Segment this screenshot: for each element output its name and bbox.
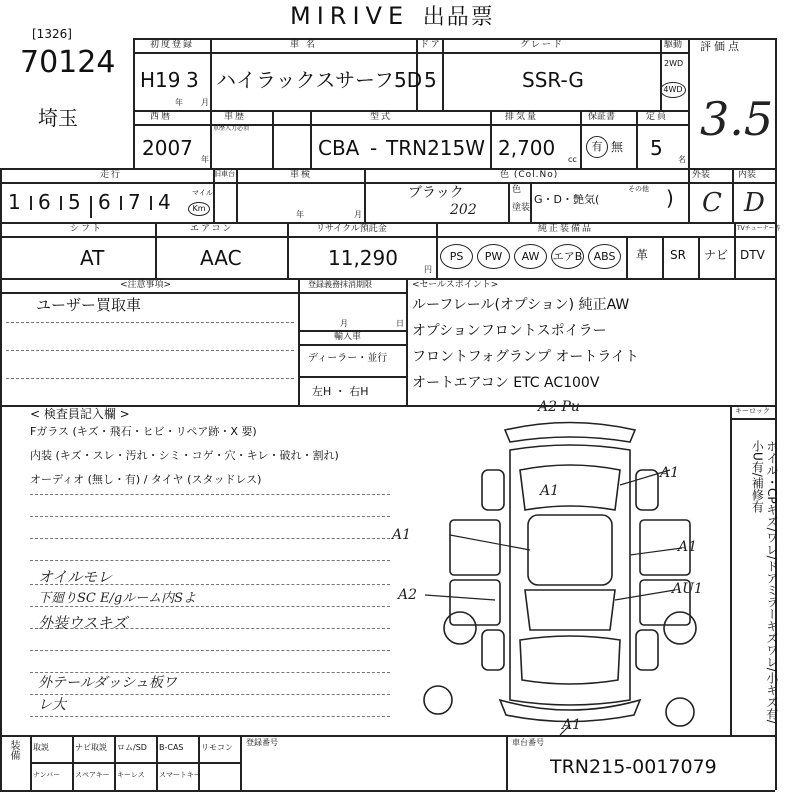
mileage-digit: 6	[98, 190, 111, 214]
car-damage-diagram	[420, 400, 720, 735]
checklist-divider	[156, 735, 158, 790]
mileage-digit: 5	[68, 190, 81, 214]
shift-value: AT	[80, 246, 105, 270]
hand-note-2: 下廻りSC E/gルーム内Sよ	[38, 591, 197, 606]
damage-code: A1	[392, 527, 412, 543]
color-name: ブラック	[408, 185, 464, 201]
label-interior: 内装	[738, 170, 757, 180]
mileage-digit: 6	[38, 190, 51, 214]
warranty-no: 無	[611, 140, 624, 154]
capacity-value: 5	[650, 136, 663, 160]
reg-month: 3	[186, 68, 199, 92]
equip-leather: 革	[636, 248, 649, 262]
inspector-line-glass: Fガラス (キズ・飛石・ヒビ・リペア跡・X 要)	[30, 425, 257, 438]
brand-logo: MIRIVE 出品票	[290, 2, 495, 30]
dashed-rule	[30, 606, 390, 607]
label-aircon: エアコン	[190, 224, 234, 234]
era-year: H19	[140, 68, 181, 92]
label-history: 車歴	[224, 112, 247, 122]
label-checklist: 装備	[8, 740, 19, 760]
model-code: TRN215W	[386, 136, 486, 160]
equip-circled-item: PW	[477, 244, 510, 269]
sales-point-line: フロントフォグランプ オートライト	[412, 349, 639, 365]
checklist-item: 取説	[33, 743, 49, 752]
label-reg-number: 登録番号	[246, 738, 278, 747]
checklist-divider	[198, 735, 200, 790]
checklist-item: リモコン	[201, 743, 233, 752]
label-shift: シフト	[70, 224, 104, 234]
color-code: 202	[450, 202, 477, 218]
label-inspection: 車検	[290, 170, 313, 180]
mileage-separator	[150, 196, 152, 210]
hand-note-1: オイルモレ	[38, 568, 113, 586]
hand-note-3: 外装ウスキズ	[38, 614, 128, 632]
equip-circled-item: PS	[440, 244, 473, 269]
label-inspector: < 検査員記入欄 >	[30, 407, 130, 421]
damage-code: A1	[660, 465, 680, 481]
dashed-rule	[30, 538, 390, 539]
damage-code: A1	[540, 483, 560, 499]
model-prefix: CBA	[318, 136, 360, 160]
paint-options: G・D・艶気(	[534, 193, 600, 206]
inspector-line-audio: オーディオ (無し・有) / タイヤ (スタッドレス)	[30, 473, 262, 486]
inspector-line-interior: 内装 (キズ・スレ・汚れ・シミ・コゲ・穴・キレ・破れ・割れ)	[30, 449, 339, 462]
checklist-item: ナンバー	[33, 771, 61, 779]
label-warranty: 保証書	[588, 112, 616, 122]
displacement-value: 2,700	[498, 136, 556, 160]
equip-navi: ナビ	[704, 248, 729, 262]
dashed-rule	[30, 560, 390, 561]
label-color: 色 (Col.No)	[500, 170, 559, 180]
label-displacement: 排気量	[505, 112, 539, 122]
region: 埼玉	[38, 106, 78, 130]
sales-point-line: ルーフレール(オプション) 純正AW	[412, 297, 630, 313]
label-sales-points: <セールスポイント>	[412, 280, 499, 290]
label-doors: ドア	[420, 40, 442, 50]
mileage-digit: 7	[128, 190, 141, 214]
interior-grade: D	[744, 188, 765, 218]
km-circled: Km	[188, 202, 210, 216]
label-vin: 車台番号	[512, 738, 544, 747]
score-value: 3.5	[700, 92, 774, 146]
checklist-item: キーレス	[117, 771, 145, 779]
year-western: 2007	[142, 136, 193, 160]
sales-point-line: オートエアコン ETC AC100V	[412, 375, 600, 391]
damage-code: A1	[678, 539, 698, 555]
warranty-yes-circled: 有	[586, 136, 608, 158]
label-first-reg: 初度登録	[150, 40, 195, 50]
dashed-rule	[30, 650, 390, 651]
label-recycle: リサイクル預託金	[316, 224, 387, 234]
label-model: 型式	[370, 112, 393, 122]
mileage-separator	[90, 196, 92, 218]
label-score: 評価点	[700, 40, 742, 53]
label-exterior: 外装	[692, 170, 711, 180]
mileage-separator	[30, 196, 32, 210]
checklist-divider	[72, 735, 74, 790]
checklist-item: スペアキー	[75, 771, 110, 779]
grade-value: SSR-G	[522, 68, 584, 92]
label-capacity: 定員	[646, 112, 669, 122]
equip-circled-item: ABS	[588, 244, 621, 269]
equip-circled-item: AW	[514, 244, 547, 269]
equip-sr: SR	[670, 248, 686, 262]
dashed-rule	[30, 516, 390, 517]
label-keyless: キーロック	[735, 407, 770, 415]
damage-code: A1	[562, 717, 582, 733]
checklist-item: スマートキー	[159, 771, 201, 779]
vin-value: TRN215-0017079	[550, 756, 717, 778]
drive-2wd: 2WD	[664, 59, 684, 68]
hand-note-4: 外テールダッシュ板ワレ大	[38, 675, 177, 714]
notes-text: ユーザー買取車	[36, 296, 142, 314]
damage-code: A2	[398, 587, 418, 603]
label-cancel-date: 登録義務抹消期限	[308, 280, 372, 289]
door-count: 5	[424, 68, 437, 92]
lot-code: [1326]	[32, 27, 72, 41]
equip-circled-item: エアB	[551, 244, 584, 269]
label-grade: グレード	[520, 40, 565, 50]
mileage-digit: 1	[8, 190, 21, 214]
dashed-rule	[30, 494, 390, 495]
label-western-year: 西暦	[150, 112, 173, 122]
damage-code: A2 Pu	[538, 399, 580, 415]
equip-dtv: DTV	[740, 248, 765, 262]
damage-code: AU1	[672, 581, 703, 597]
mileage-separator	[120, 196, 122, 210]
checklist-item: ナビ取説	[75, 743, 107, 752]
label-car-name: 車 名	[290, 40, 317, 50]
label-import: 輸入車	[334, 332, 362, 342]
checklist-divider	[114, 735, 116, 790]
mileage-digit: 4	[158, 190, 171, 214]
handle-dealer: ディーラー・並行	[308, 353, 388, 364]
exterior-grade: C	[702, 188, 722, 218]
car-name: ハイラックスサーフ5D	[216, 68, 423, 92]
mileage-separator	[60, 196, 62, 210]
sales-point-line: オプションフロントスポイラー	[412, 323, 607, 339]
recycle-value: 11,290	[328, 246, 398, 270]
label-mileage: 走行	[100, 170, 123, 180]
side-vertical-text: ホイル・CPキズ/ワレ/ドアミラーキズワレ/小キズ有/小U有/補修有	[750, 440, 779, 724]
handle-side: 左H ・ 右H	[312, 385, 369, 398]
checklist-item: ロム/SD	[117, 743, 147, 752]
label-drive: 駆動	[664, 40, 683, 50]
lot-number: 70124	[20, 45, 116, 80]
checklist-item: B-CAS	[159, 743, 184, 752]
label-notes: <注意事項>	[120, 280, 172, 290]
aircon-value: AAC	[200, 246, 242, 270]
drive-4wd-circled: 4WD	[660, 82, 686, 98]
label-equipment: 純正装備品	[538, 224, 594, 234]
